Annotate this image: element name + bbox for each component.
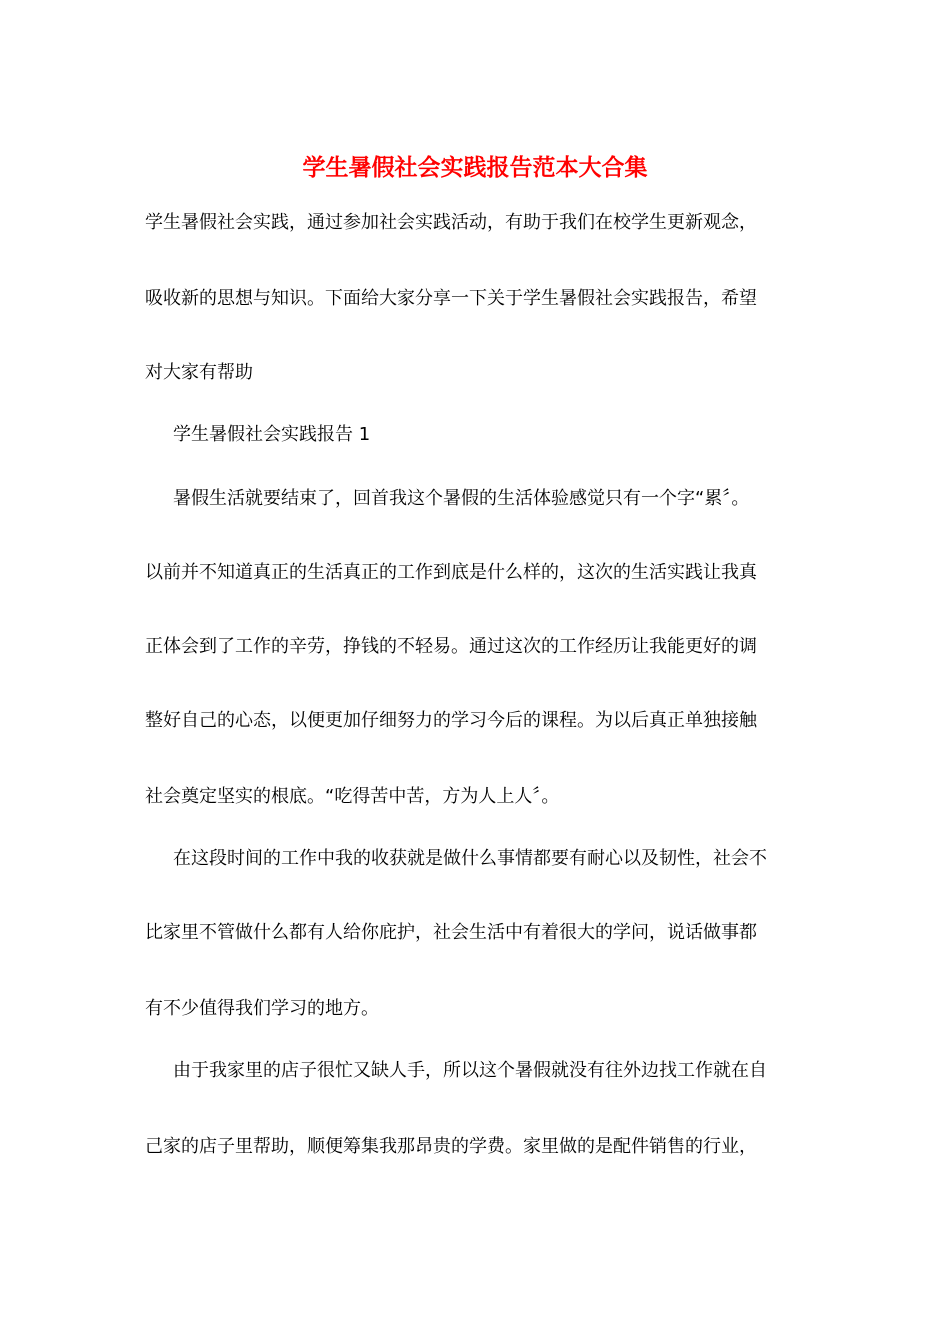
paragraph2-line-3: 有不少值得我们学习的地方。 (145, 998, 379, 1019)
paragraph1-line-4: 整好自己的心态，以便更加仔细努力的学习今后的课程。为以后真正单独接触 (145, 710, 757, 731)
intro-line-3: 对大家有帮助 (145, 362, 253, 383)
paragraph3-line-2: 己家的店子里帮助，顺便筹集我那昂贵的学费。家里做的是配件销售的行业， (145, 1136, 757, 1157)
paragraph1-line-1: 暑假生活就要结束了，回首我这个暑假的生活体验感觉只有一个字“累〞。 (173, 488, 750, 509)
paragraph1-line-2: 以前并不知道真正的生活真正的工作到底是什么样的，这次的生活实践让我真 (145, 562, 757, 583)
intro-line-1: 学生暑假社会实践，通过参加社会实践活动，有助于我们在校学生更新观念， (145, 212, 757, 233)
paragraph1-line-3: 正体会到了工作的辛劳，挣钱的不轻易。通过这次的工作经历让我能更好的调 (145, 636, 757, 657)
paragraph1-line-5: 社会奠定坚实的根底。“吃得苦中苦，方为人上人〞。 (145, 786, 560, 807)
intro-line-2: 吸收新的思想与知识。下面给大家分享一下关于学生暑假社会实践报告，希望 (145, 288, 757, 309)
document-title: 学生暑假社会实践报告范本大合集 (302, 154, 648, 181)
paragraph2-line-1: 在这段时间的工作中我的收获就是做什么事情都要有耐心以及韧性，社会不 (173, 848, 767, 869)
paragraph3-line-1: 由于我家里的店子很忙又缺人手，所以这个暑假就没有往外边找工作就在自 (173, 1060, 767, 1081)
paragraph2-line-2: 比家里不管做什么都有人给你庇护，社会生活中有着很大的学问，说话做事都 (145, 922, 757, 943)
section-heading: 学生暑假社会实践报告 1 (173, 424, 371, 445)
